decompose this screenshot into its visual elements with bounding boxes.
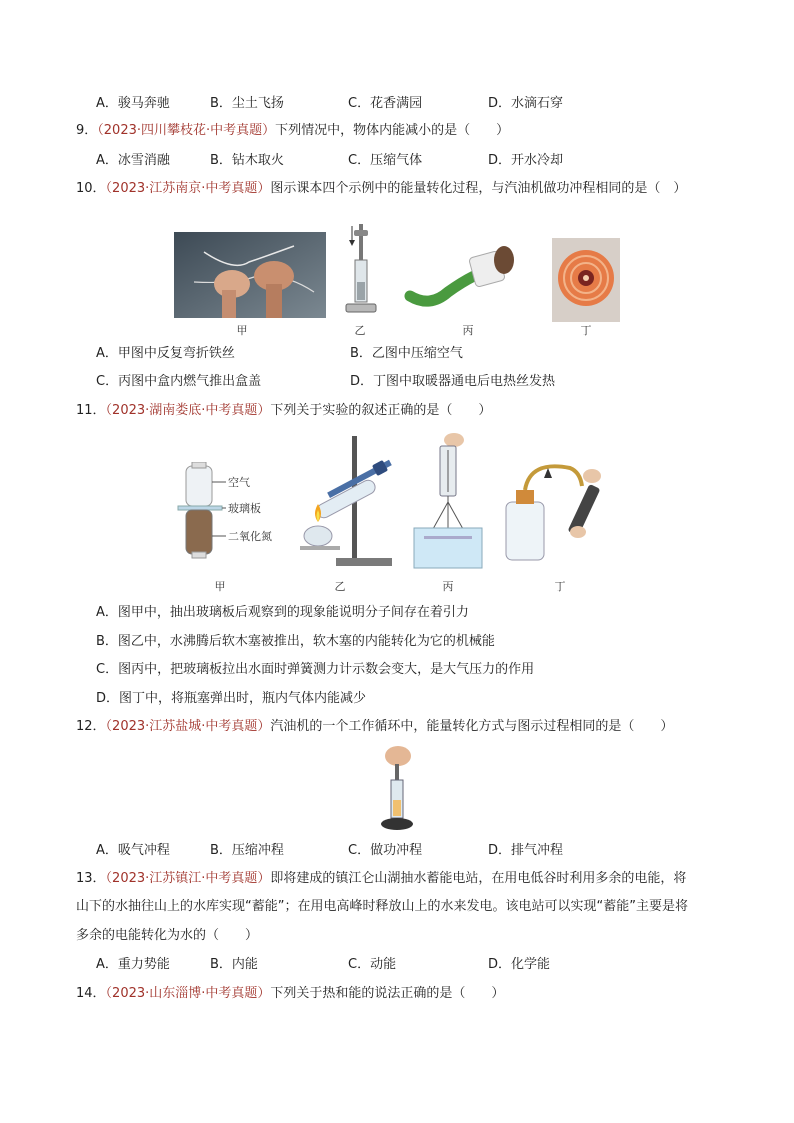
q11-label-no2: 二氧化氮	[228, 530, 272, 543]
q10-figure-ding-electric-heater	[552, 238, 620, 322]
q10-figure-bing-gas-box	[404, 238, 516, 314]
q10-caption-bing: 丙	[462, 324, 474, 337]
q8-option-b: B．尘土飞扬	[210, 96, 284, 111]
q13-stem-part-1: 即将建成的镇江仑山湖抽水蓄能电站，在用电低谷时利用多余的电能，将	[270, 871, 687, 886]
q11-option-d: D．图丁中，将瓶塞弹出时，瓶内气体内能减少	[96, 691, 367, 706]
q13-option-d: D．化学能	[488, 957, 551, 972]
q11-option-c: C．图丙中，把玻璃板拉出水面时弹簧测力计示数会变大，是大气压力的作用	[96, 662, 535, 677]
q11-label-glass-plate: 玻璃板	[228, 502, 261, 515]
q9-stem: 下列情况中，物体内能减小的是（ ）	[275, 123, 510, 138]
q10-option-c: C．丙图中盒内燃气推出盒盖	[96, 374, 262, 389]
q12-figure-air-compression-piston	[376, 744, 418, 834]
q13-option-a: A．重力势能	[96, 957, 170, 972]
q10-option-b: B．乙图中压缩空气	[350, 346, 463, 361]
q9-option-b: B．钻木取火	[210, 153, 284, 168]
q11-figure-ding-bottle-pump	[500, 456, 624, 568]
q10-source: （2023·江苏南京·中考真题）	[105, 181, 271, 196]
q9-source: （2023·四川攀枝花·中考真题）	[97, 123, 276, 138]
q11-caption-ding: 丁	[554, 580, 566, 593]
q8-option-c: C．花香满园	[348, 96, 423, 111]
q14-stem: 下列关于热和能的说法正确的是（ ）	[270, 986, 505, 1001]
q10-stem: 图示课本四个示例中的能量转化过程，与汽油机做功冲程相同的是（ ）	[270, 181, 687, 196]
q11-source: （2023·湖南娄底·中考真题）	[105, 403, 271, 418]
q9-option-c: C．压缩气体	[348, 153, 423, 168]
q12-option-c: C．做功冲程	[348, 843, 423, 858]
q11-caption-jia: 甲	[214, 580, 226, 593]
q13-stem-line-2: 山下的水抽往山上的水库实现“蓄能”；在用电高峰时释放山上的水来发电。该电站可以实现“蓄能”主要是将	[76, 899, 688, 914]
q11-label-air: 空气	[228, 476, 250, 489]
q10-caption-ding: 丁	[580, 324, 592, 337]
q11-figure-jia-gas-diffusion	[176, 462, 286, 562]
q12-option-d: D．排气冲程	[488, 843, 564, 858]
q10-option-d: D．丁图中取暖器通电后电热丝发热	[350, 374, 556, 389]
q11-stem-line	[76, 402, 491, 420]
q14-stem-line	[76, 985, 504, 1003]
q10-stem-line	[76, 180, 686, 198]
q10-option-a: A．甲图中反复弯折铁丝	[96, 346, 235, 361]
q13-source: （2023·江苏镇江·中考真题）	[105, 871, 271, 886]
q11-option-a: A．图甲中，抽出玻璃板后观察到的现象能说明分子间存在着引力	[96, 605, 469, 620]
q11-option-b: B．图乙中，水沸腾后软木塞被推出，软木塞的内能转化为它的机械能	[96, 634, 495, 649]
q14-source: （2023·山东淄博·中考真题）	[105, 986, 271, 1001]
q14-number: 14．	[76, 986, 106, 1001]
q11-caption-yi: 乙	[334, 580, 346, 593]
q13-stem-line-3: 多余的电能转化为水的（ ）	[76, 928, 259, 943]
q11-caption-bing: 丙	[442, 580, 454, 593]
q12-stem: 汽油机的一个工作循环中，能量转化方式与图示过程相同的是（ ）	[270, 719, 674, 734]
q11-figure-yi-test-tube-heating	[296, 434, 404, 570]
q10-caption-yi: 乙	[354, 324, 366, 337]
q13-number: 13．	[76, 871, 106, 886]
q10-figure-yi-air-compression-tube	[340, 222, 380, 322]
q9-option-a: A．冰雪消融	[96, 153, 170, 168]
q8-option-a: A．骏马奔驰	[96, 96, 170, 111]
q11-number: 11．	[76, 403, 106, 418]
q10-caption-jia: 甲	[236, 324, 248, 337]
q9-stem-line	[76, 122, 509, 140]
q12-stem-line	[76, 718, 673, 736]
q11-figure-bing-spring-scale-water	[412, 432, 484, 572]
q8-option-d: D．水滴石穿	[488, 96, 564, 111]
q13-option-c: C．动能	[348, 957, 397, 972]
q9-option-d: D．开水冷却	[488, 153, 564, 168]
q13-option-b: B．内能	[210, 957, 258, 972]
q13-stem-line-1	[76, 870, 686, 888]
q11-stem: 下列关于实验的叙述正确的是（ ）	[270, 403, 492, 418]
q10-figure-jia-bending-wire	[174, 232, 326, 318]
q12-number: 12．	[76, 719, 106, 734]
q12-source: （2023·江苏盐城·中考真题）	[105, 719, 271, 734]
q12-option-b: B．压缩冲程	[210, 843, 284, 858]
q10-number: 10．	[76, 181, 106, 196]
q12-option-a: A．吸气冲程	[96, 843, 170, 858]
q9-number: 9．	[76, 123, 98, 138]
